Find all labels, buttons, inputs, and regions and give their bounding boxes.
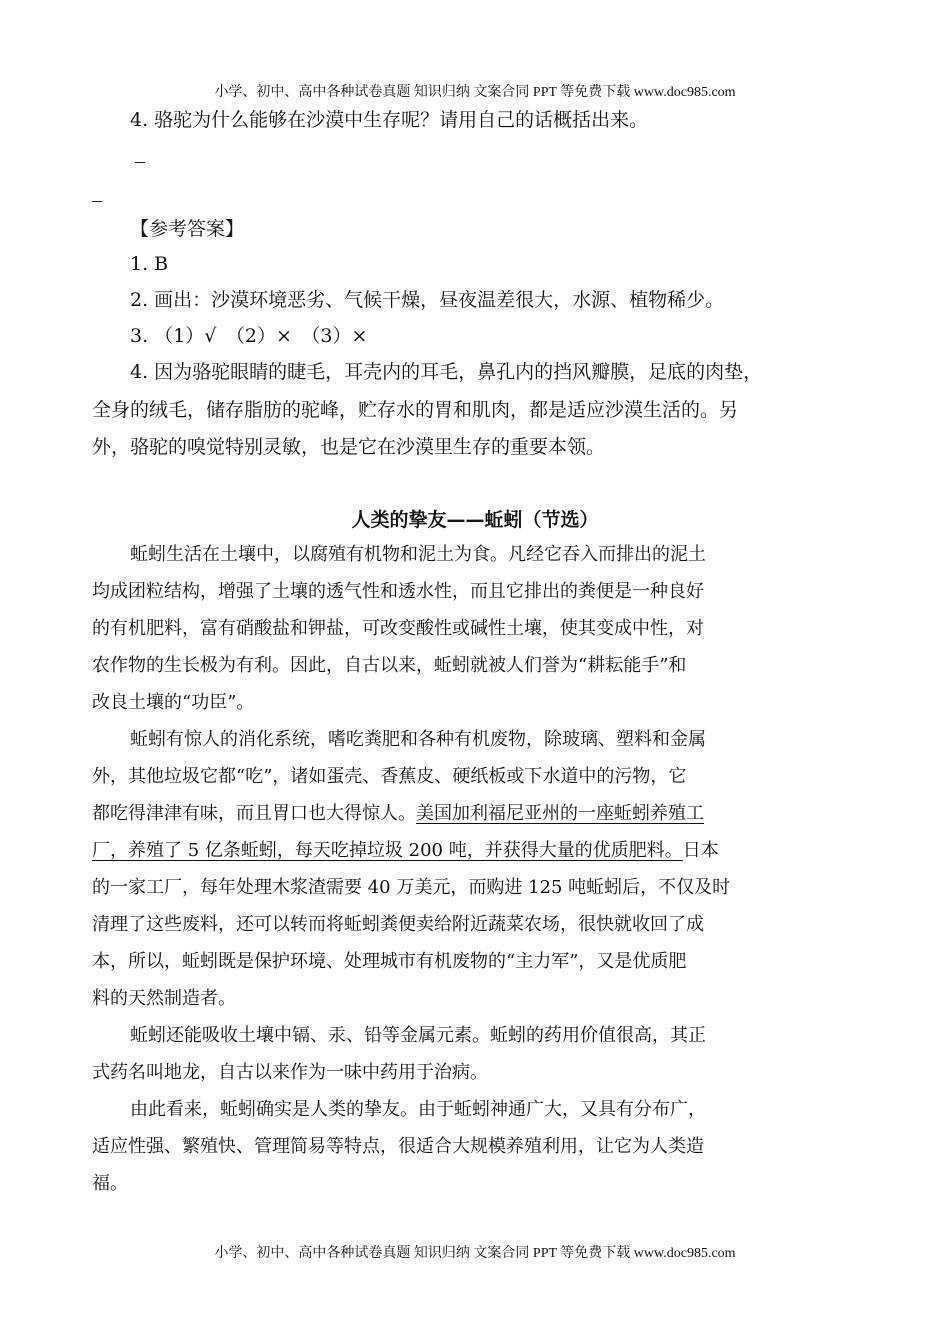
answer-4-line: 全身的绒毛，储存脂肪的驼峰，贮存水的胃和肌肉，都是适应沙漠生活的。另: [92, 399, 739, 421]
page-header: 小学、初中、高中各种试卷真题 知识归纳 文案合同 PPT 等免费下载 www.doc985.com: [214, 85, 736, 100]
answer-4-line: 4. 因为骆驼眼睛的睫毛，耳壳内的耳毛，鼻孔内的挡风瓣膜，足底的肉垫，: [130, 361, 763, 383]
answer-blank-2: [92, 201, 102, 202]
answer-4-line: 外，骆驼的嗅觉特别灵敏，也是它在沙漠里生存的重要本领。: [92, 436, 606, 458]
paragraph-2-text: 日本: [682, 840, 719, 861]
answer-1: 1. B: [130, 253, 169, 275]
answer-2: 2. 画出：沙漠环境恶劣、气候干燥，昼夜温差很大，水源、植物稀少。: [130, 289, 725, 311]
answer-blank-1: [135, 162, 145, 163]
question-4: 4. 骆驼为什么能够在沙漠中生存呢？请用自己的话概括出来。: [130, 109, 649, 131]
underlined-sentence: 厂，养殖了 5 亿条蚯蚓，每天吃掉垃圾 200 吨，并获得大量的优质肥料。: [92, 840, 683, 861]
answers-heading: 【参考答案】: [130, 218, 245, 240]
paragraph-1-line: 的有机肥料，富有硝酸盐和钾盐，可改变酸性或碱性土壤，使其变成中性，对: [92, 618, 704, 639]
paragraph-2-text: 都吃得津津有味，而且胃口也大得惊人。: [92, 803, 416, 824]
paragraph-1-line: 蚯蚓生活在土壤中，以腐殖有机物和泥土为食。凡经它吞入而排出的泥土: [130, 544, 706, 565]
paragraph-2-line: 蚯蚓有惊人的消化系统，嗜吃粪肥和各种有机废物，除玻璃、塑料和金属: [130, 729, 706, 750]
page-footer: 小学、初中、高中各种试卷真题 知识归纳 文案合同 PPT 等免费下载 www.doc985.com: [214, 1246, 736, 1261]
paragraph-4-line: 适应性强、繁殖快、管理简易等特点，很适合大规模养殖利用，让它为人类造: [92, 1136, 704, 1157]
article-title: 人类的挚友——蚯蚓（节选）: [351, 509, 599, 531]
answer-3: 3. （1）√ （2）× （3）×: [130, 325, 368, 347]
paragraph-2-line: 清理了这些废料，还可以转而将蚯蚓粪便卖给附近蔬菜农场，很快就收回了成: [92, 914, 704, 935]
paragraph-1-line: 农作物的生长极为有利。因此，自古以来，蚯蚓就被人们誉为“耕耘能手”和: [92, 655, 687, 676]
paragraph-2-line: 外，其他垃圾它都“吃”，诸如蛋壳、香蕉皮、硬纸板或下水道中的污物，它: [92, 766, 687, 787]
paragraph-2-line: 本，所以，蚯蚓既是保护环境、处理城市有机废物的“主力军”，又是优质肥: [92, 951, 687, 972]
paragraph-3-line: 蚯蚓还能吸收土壤中镉、汞、铅等金属元素。蚯蚓的药用价值很高，其正: [130, 1025, 706, 1046]
paragraph-1-line: 均成团粒结构，增强了土壤的透气性和透水性，而且它排出的粪便是一种良好: [92, 581, 704, 602]
paragraph-4-line: 福。: [92, 1173, 128, 1194]
paragraph-2-line: [92, 839, 719, 863]
paragraph-4-line: 由此看来，蚯蚓确实是人类的挚友。由于蚯蚓神通广大，又具有分布广，: [130, 1099, 706, 1120]
paragraph-1-line: 改良土壤的“功臣”。: [92, 692, 255, 713]
paragraph-2-line: 料的天然制造者。: [92, 988, 236, 1009]
underlined-sentence: 美国加利福尼亚州的一座蚯蚓养殖工: [416, 803, 704, 824]
paragraph-2-line: [92, 802, 704, 826]
paragraph-2-line: 的一家工厂，每年处理木浆渣需要 40 万美元，而购进 125 吨蚯蚓后，不仅及时: [92, 877, 731, 898]
paragraph-3-line: 式药名叫地龙，自古以来作为一味中药用于治病。: [92, 1062, 488, 1083]
